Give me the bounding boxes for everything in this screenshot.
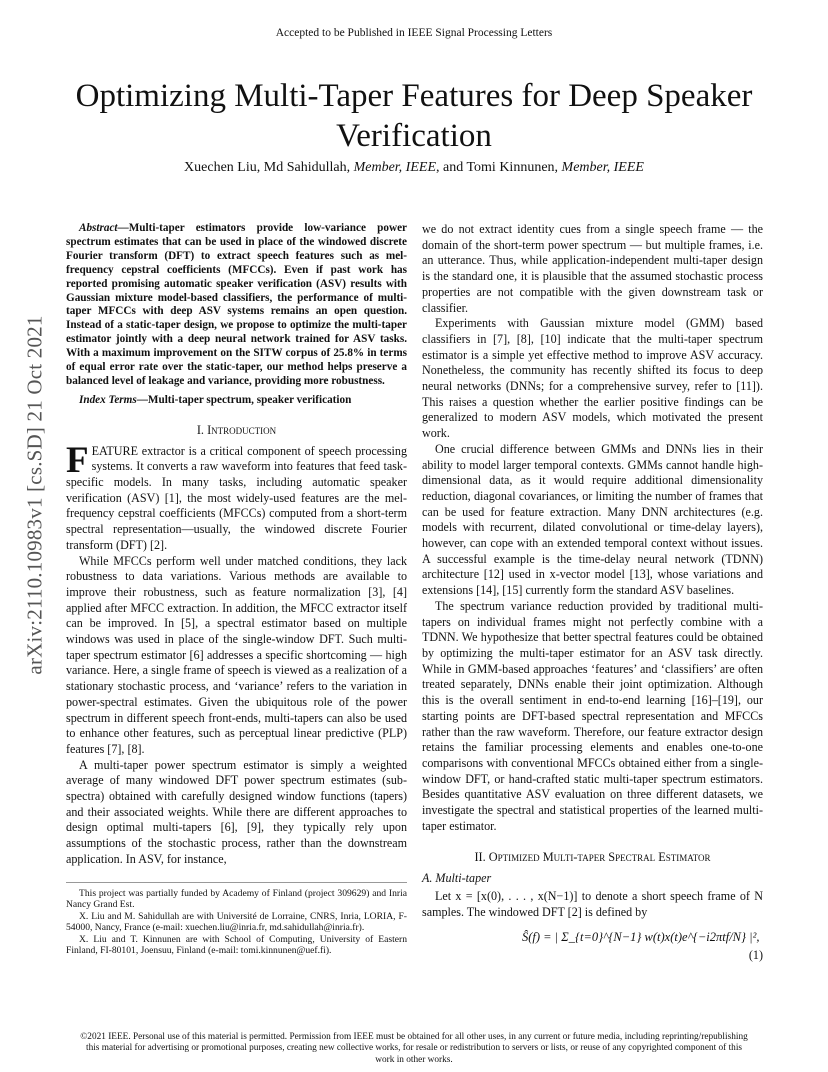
section-heading-multitaper: II. Optimized Multi-taper Spectral Estimator (474, 850, 711, 865)
abstract-label: Abstract (79, 222, 118, 234)
equation-1 (422, 926, 763, 990)
author-role-1: Member, IEEE (353, 160, 436, 175)
intro-paragraph-2: While MFCCs perform well under matched conditions, they lack robustness to data variations. Various methods are available to improve their robustness, such as feature normalization [3], [4] applied after MFCC extraction. In addition, the MFCC extractor itself can be improved. In [5], a spectral estimator based on multiple windows was used in place of the single-window DFT. Such multi-taper spectrum estimator [6] addresses a specific shortcoming — high variance. Here, a single frame of speech is viewed as a realization of a stationary stochastic process, and ‘variance’ refers to the variation in power-spectral estimates. Given the ubiquitous role of the power spectrum in different speech front-ends, multi-tapers can also be used to enhance other features, such as perceptual linear predictive (PLP) features [7], [8]. (66, 553, 407, 756)
right-column (422, 222, 763, 996)
index-terms-label: Index Terms (79, 393, 137, 406)
author-line (0, 160, 828, 176)
author-role-2: Member, IEEE (561, 160, 644, 175)
copyright-notice: ©2021 IEEE. Personal use of this material is permitted. Permission from IEEE must be obtained for all other uses, in any current or future media, including reprinting/republishing this material for advertising or promotional purposes, creating new collective works, for resale or redistribution to servers or lists, or reuse of any copyrighted component of this work in other works. (80, 1032, 748, 1065)
footnote-rule (66, 882, 407, 883)
author-names-1: Xuechen Liu, Md Sahidullah, (184, 160, 354, 175)
intro-paragraph-3: A multi-taper power spectrum estimator is simply a weighted average of many windowed DFT power spectrum estimates (sub-spectra) obtained with carefully designed window functions (tapers) and their associated weights. While there are different approaches to design optimal multi-tapers [6], [9], they typically rely upon assumptions of the stochastic process, rather than the downstream application. In ASV, for instance, (66, 757, 407, 866)
footnote-affiliation-2: X. Liu and T. Kinnunen are with School of Computing, University of Eastern Finland, FI-80101, Joensuu, Finland (e-mail: tomi.kinnunen@uef.fi). (66, 933, 407, 957)
equation-1-body: Ŝ(f) = | Σ_{t=0}^{N−1} w(t)x(t)e^{−i2πtf/N} |², (522, 930, 760, 945)
drop-cap: F (66, 439, 89, 481)
paper-title: Optimizing Multi-Taper Features for Deep Speaker Verification (75, 78, 753, 154)
footnote-funding: This project was partially funded by Academy of Finland (project 309629) and Inria Nancy Grand Est. (66, 887, 407, 911)
author-names-2: , and Tomi Kinnunen, (436, 160, 562, 175)
left-column (66, 222, 407, 957)
intro-paragraph-1 (66, 439, 407, 554)
subsection-heading-multitaper: A. Multi-taper (422, 871, 492, 886)
arxiv-stamp-text: arXiv:2110.10983v1 [cs.SD] 21 Oct 2021 (22, 315, 47, 675)
right-paragraph-2: Experiments with Gaussian mixture model (GMM) based classifiers in [7], [8], [10] indicate that the multi-taper spectrum estimator is a simple yet effective method to improve ASV accuracy. Nonetheless, the community has recently shifted its focus to deep neural networks (DNNs; for a comprehensive survey, refer to [11]). This raises a question whether the earlier positive findings can be generalized to modern ASV models, which motivated the present work. (422, 316, 763, 441)
abstract-text: —Multi-taper estimators provide low-variance power spectrum estimates that can be used in place of the windowed discrete Fourier transform (DFT) to extract speech features such as mel-frequency cepstral coefficients (MFCCs). Even if past work has reported promising automatic speaker verification (ASV) results with Gaussian mixture model-based classifiers, the performance of multi-taper MFCCs with deep ASV systems remains an open question. Instead of a static-taper design, we propose to optimize the multi-taper estimator jointly with a deep neural network trained for ASV tasks. With a maximum improvement on the SITW corpus of 25.8% in terms of equal error rate over the static-taper, our method helps preserve a balanced level of leakage and variance, providing more robustness. (66, 222, 407, 387)
footnote-affiliation-1: X. Liu and M. Sahidullah are with Université de Lorraine, CNRS, Inria, LORIA, F-54000, Nancy, France (e-mail: xuechen.liu@inria.fr, md.sahidullah@inria.fr). (66, 910, 407, 934)
right-paragraph-1: we do not extract identity cues from a single speech frame — the domain of the short-term power spectrum — but multiple frames, i.e. an utterance. Thus, while application-independent multi-taper design is the standard one, it is plausible that the assumed stochastic process properties are not compatible with the given downstream task or classifier. (422, 222, 763, 315)
abstract (66, 222, 407, 389)
section-heading-introduction: I. Introduction (196, 422, 277, 437)
right-paragraph-5: Let x = [x(0), . . . , x(N−1)] to denote a short speech frame of N samples. The windowed DFT [2] is defined by (422, 888, 763, 919)
intro-paragraph-1-text: EATURE extractor is a critical component of speech processing systems. It converts a raw waveform into features that feed task-specific models. In many tasks, including automatic speaker verification (ASV) [1], the most widely-used features are the mel-frequency cepstral coefficients (MFCCs) computed from a short-term spectral representation—usually, the windowed discrete Fourier transform (DFT) [2]. (66, 443, 407, 552)
right-paragraph-4: The spectrum variance reduction provided by traditional multi-tapers on individual frames might not perfectly combine with a TDNN. We hypothesize that better spectral features could be obtained by optimizing the multi-taper estimator for an ASV task directly. While in GMM-based approaches ‘features’ and ‘classifiers’ are often treated separately, DNNs enable their joint optimization. Although this is the overall sentiment in end-to-end learning [16]–[19], our starting points are DFT-based spectral representation and MFCCs rather than the raw waveform. Therefore, our feature extractor design retains the familiar processing elements and enables one-to-one comparisons with conventional MFCCs obtained either from a single-window DFT, or hand-crafted static multi-taper spectrum estimators. Besides quantitative ASV evaluation on three different datasets, we investigate the spectral and statistical properties of the learned multi-taper estimator. (422, 598, 763, 833)
index-terms (66, 393, 407, 407)
journal-status-line: Accepted to be Published in IEEE Signal Processing Letters (275, 27, 553, 39)
equation-1-number: (1) (748, 948, 763, 963)
arxiv-stamp (20, 230, 50, 760)
right-paragraph-3: One crucial difference between GMMs and DNNs lies in their ability to model larger temporal contexts. GMMs cannot handle high-dimensional data, as it would require additional dimensionality reduction, diagonal covariances, or limiting the number of frames that can be used for feature extraction. Many DNN architectures (e.g. models with recurrent, dilated convolutional or time-delay layers), however, can cope with an extended temporal context without issues. A successful example is the time-delay neural network (TDNN) architecture [12] used in x-vector model [13], whose variations and extensions [14], [15] currently form the standard ASV baselines. (422, 441, 763, 598)
index-terms-text: —Multi-taper spectrum, speaker verification (136, 393, 352, 406)
